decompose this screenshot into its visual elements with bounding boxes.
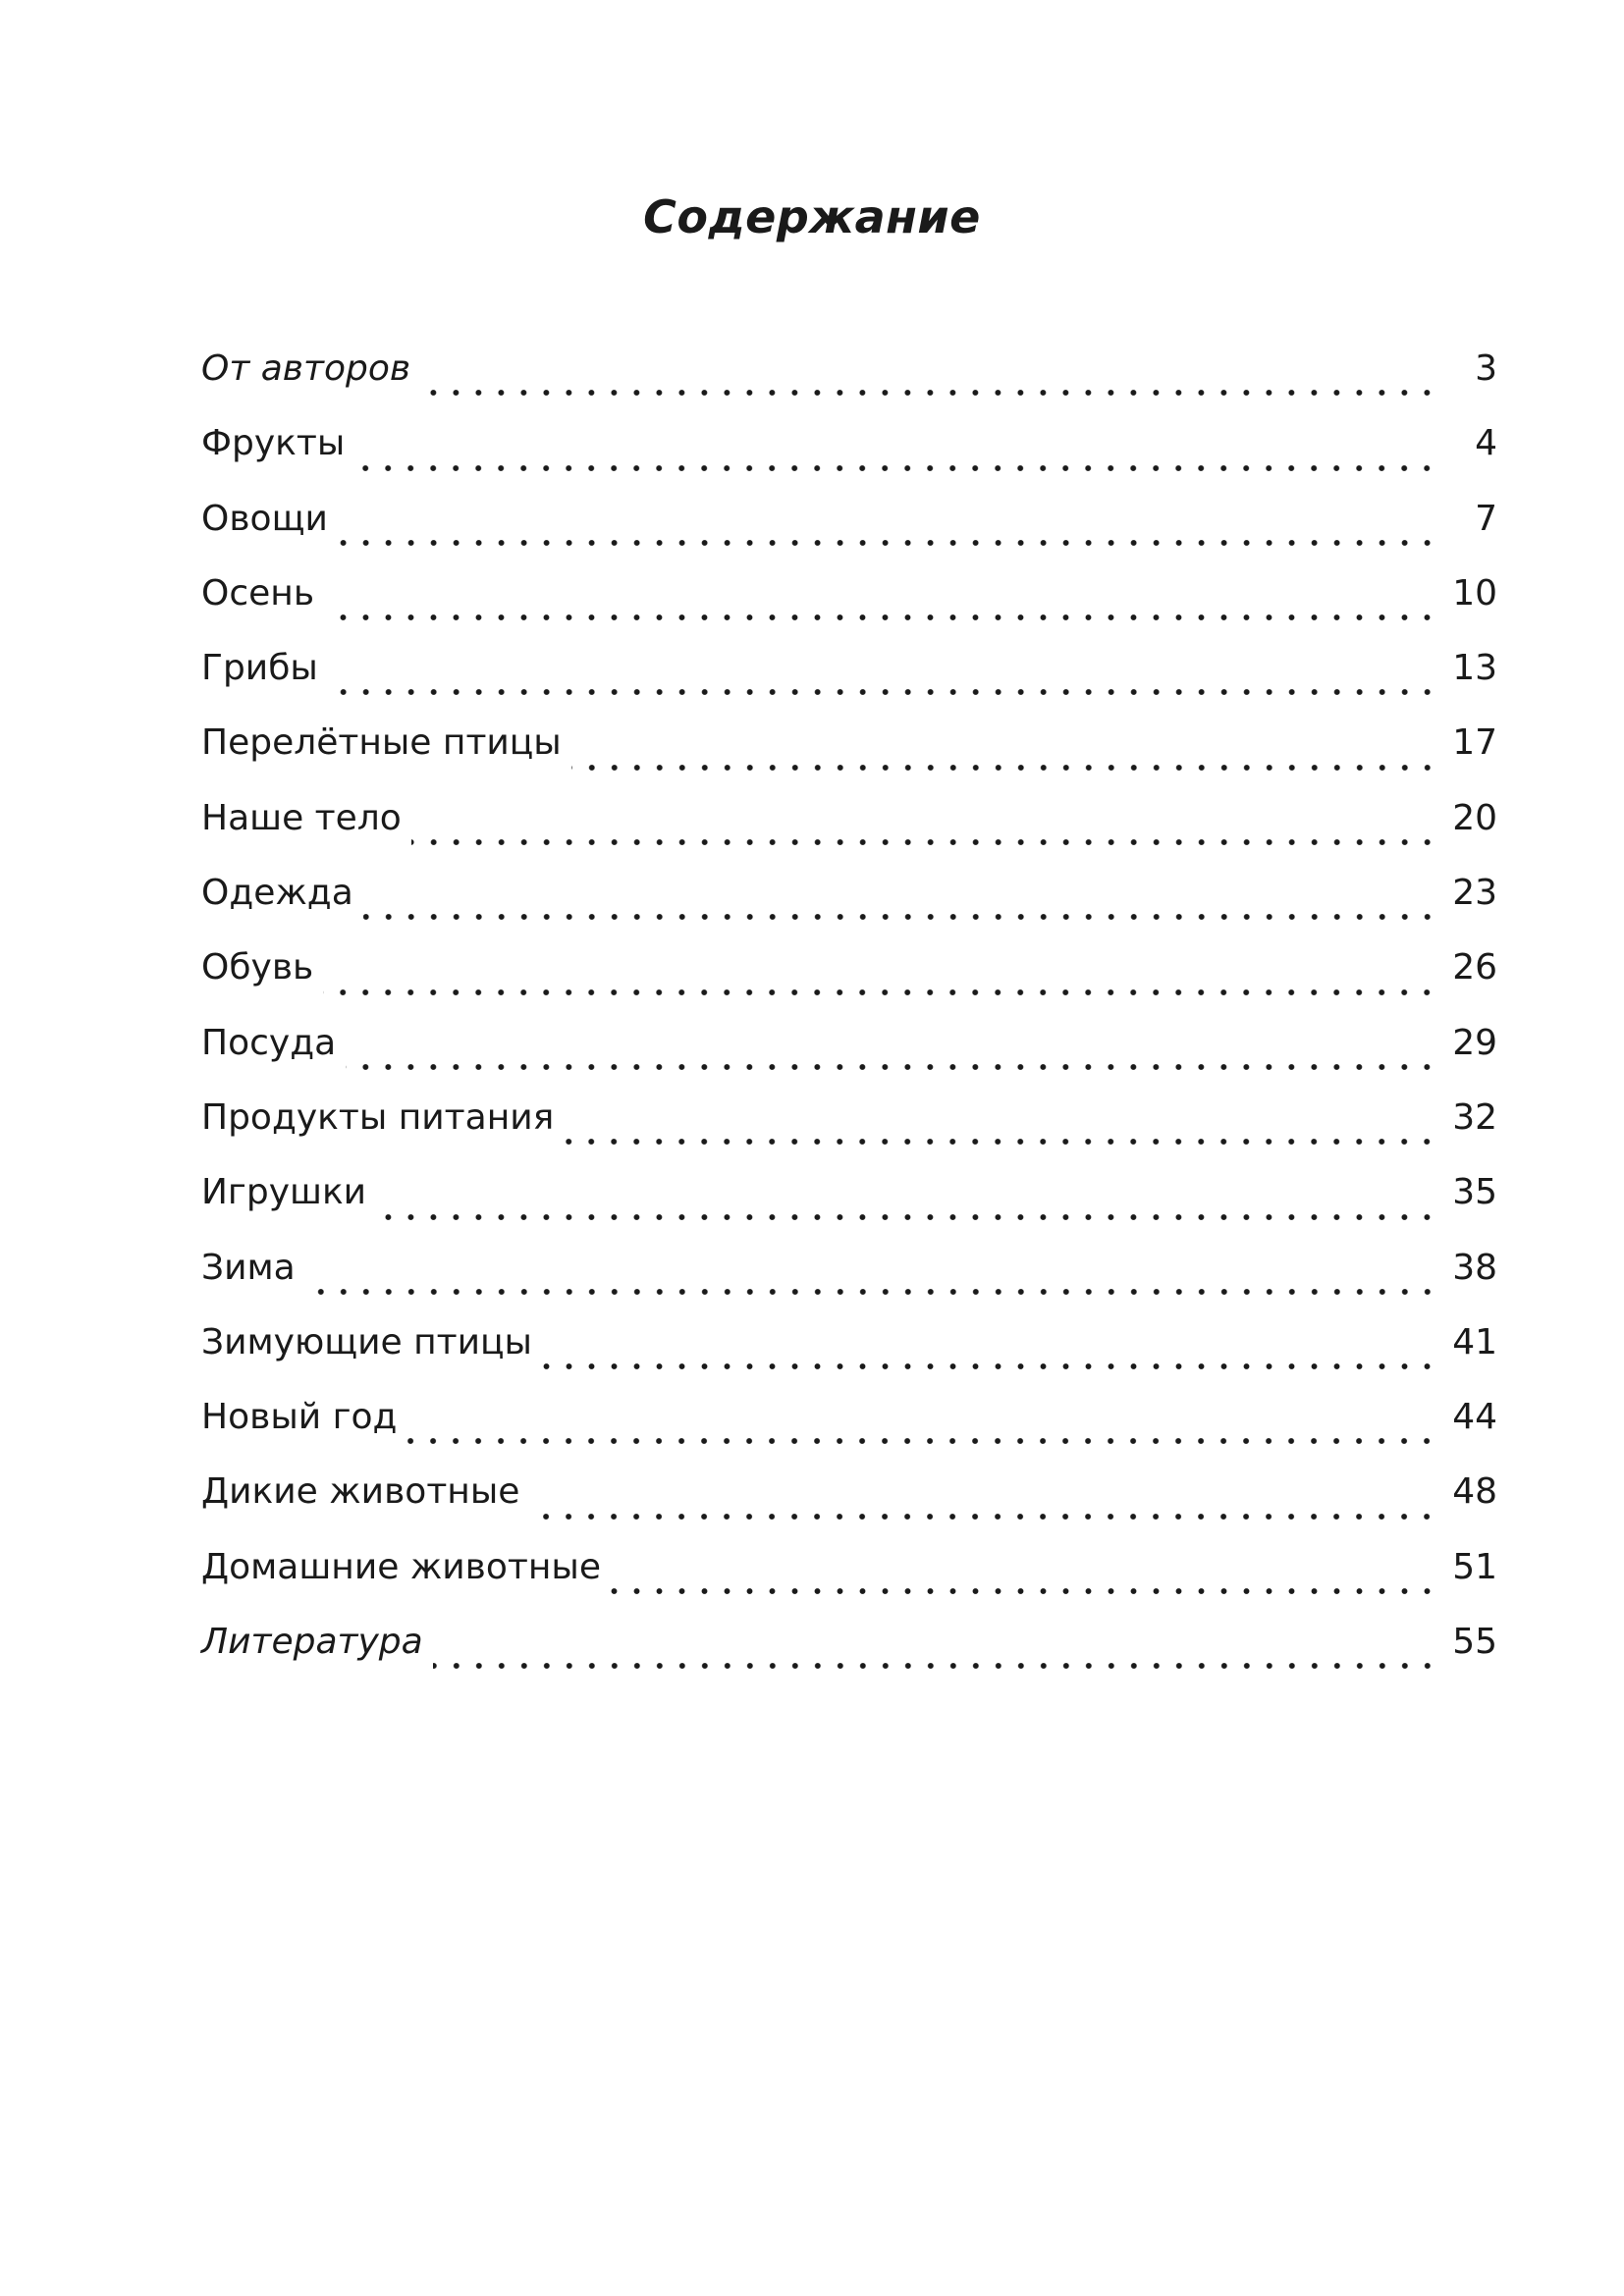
toc-entry-title: От авторов: [201, 348, 411, 389]
toc-entry-page: 29: [1452, 1022, 1497, 1063]
toc-entry-17[interactable]: [201, 1615, 1497, 1689]
toc-entry-page: 4: [1475, 423, 1497, 464]
dot-leader: [433, 1656, 1438, 1676]
toc-entry-page: 44: [1452, 1397, 1497, 1438]
toc-entry-page: 48: [1452, 1471, 1497, 1513]
toc-entry-page: 32: [1452, 1096, 1497, 1138]
toc-entry-page: 55: [1452, 1622, 1497, 1663]
toc-entry-6[interactable]: [201, 791, 1497, 866]
toc-entry-page: 35: [1452, 1172, 1497, 1213]
toc-entry-16[interactable]: [201, 1540, 1497, 1615]
toc-entry-7[interactable]: [201, 866, 1497, 940]
toc-entry-title: Игрушки: [201, 1172, 367, 1213]
toc-entry-title: Зима: [201, 1247, 296, 1288]
toc-entry-page: 17: [1452, 722, 1497, 764]
dot-leader: [406, 1431, 1438, 1451]
toc-entry-title: Одежда: [201, 873, 353, 914]
dot-leader: [542, 1357, 1438, 1376]
toc-entry-title: Литература: [201, 1622, 423, 1663]
toc-entry-page: 3: [1475, 348, 1497, 389]
toc-entry-page: 20: [1452, 797, 1497, 838]
toc-entry-title: Дикие животные: [201, 1471, 520, 1513]
toc-entry-title: Осень: [201, 572, 315, 614]
toc-entry-page: 23: [1452, 873, 1497, 914]
dot-leader: [363, 907, 1438, 927]
dot-leader: [529, 1507, 1438, 1526]
dot-leader: [323, 983, 1438, 1002]
dot-leader: [354, 458, 1438, 478]
toc-entry-title: Обувь: [201, 947, 314, 988]
toc-entry-page: 7: [1475, 498, 1497, 539]
dot-leader: [328, 682, 1438, 702]
toc-entry-page: 13: [1452, 648, 1497, 689]
toc-entry-title: Зимующие птицы: [201, 1321, 532, 1362]
dot-leader: [411, 832, 1438, 852]
toc-entry-5[interactable]: [201, 716, 1497, 790]
toc-entry-8[interactable]: [201, 940, 1497, 1015]
toc-entry-14[interactable]: [201, 1390, 1497, 1465]
toc-entry-2[interactable]: [201, 492, 1497, 566]
toc-entry-4[interactable]: [201, 641, 1497, 716]
dot-leader: [305, 1282, 1438, 1302]
toc-entry-title: Домашние животные: [201, 1546, 601, 1587]
toc-entry-3[interactable]: [201, 566, 1497, 641]
toc-entry-12[interactable]: [201, 1241, 1497, 1315]
toc-entry-page: 41: [1452, 1321, 1497, 1362]
dot-leader: [324, 608, 1438, 627]
toc-entry-1[interactable]: [201, 416, 1497, 491]
toc-entry-title: Фрукты: [201, 423, 346, 464]
toc-entry-page: 51: [1452, 1546, 1497, 1587]
toc-entry-10[interactable]: [201, 1091, 1497, 1165]
toc-entry-title: Перелётные птицы: [201, 722, 562, 764]
dot-leader: [564, 1132, 1438, 1151]
toc-entry-page: 38: [1452, 1247, 1497, 1288]
toc-entry-11[interactable]: [201, 1165, 1497, 1240]
toc-entry-title: Наше тело: [201, 797, 402, 838]
toc-entry-15[interactable]: [201, 1465, 1497, 1539]
toc-entry-title: Посуда: [201, 1022, 337, 1063]
toc-entry-0[interactable]: [201, 342, 1497, 416]
dot-leader: [346, 1057, 1438, 1077]
toc-entry-title: Новый год: [201, 1397, 398, 1438]
dot-leader: [420, 383, 1438, 402]
toc-entry-title: Овощи: [201, 498, 328, 539]
page-title: Содержание: [643, 189, 981, 243]
toc-entry-page: 26: [1452, 947, 1497, 988]
dot-leader: [571, 758, 1438, 777]
dot-leader: [338, 533, 1438, 553]
toc-entry-title: Грибы: [201, 648, 318, 689]
toc-entry-title: Продукты питания: [201, 1096, 555, 1138]
dot-leader: [376, 1207, 1438, 1227]
toc-entry-page: 10: [1452, 572, 1497, 614]
toc-entry-13[interactable]: [201, 1315, 1497, 1390]
dot-leader: [611, 1581, 1438, 1601]
table-of-contents: [201, 342, 1497, 1689]
toc-entry-9[interactable]: [201, 1016, 1497, 1091]
